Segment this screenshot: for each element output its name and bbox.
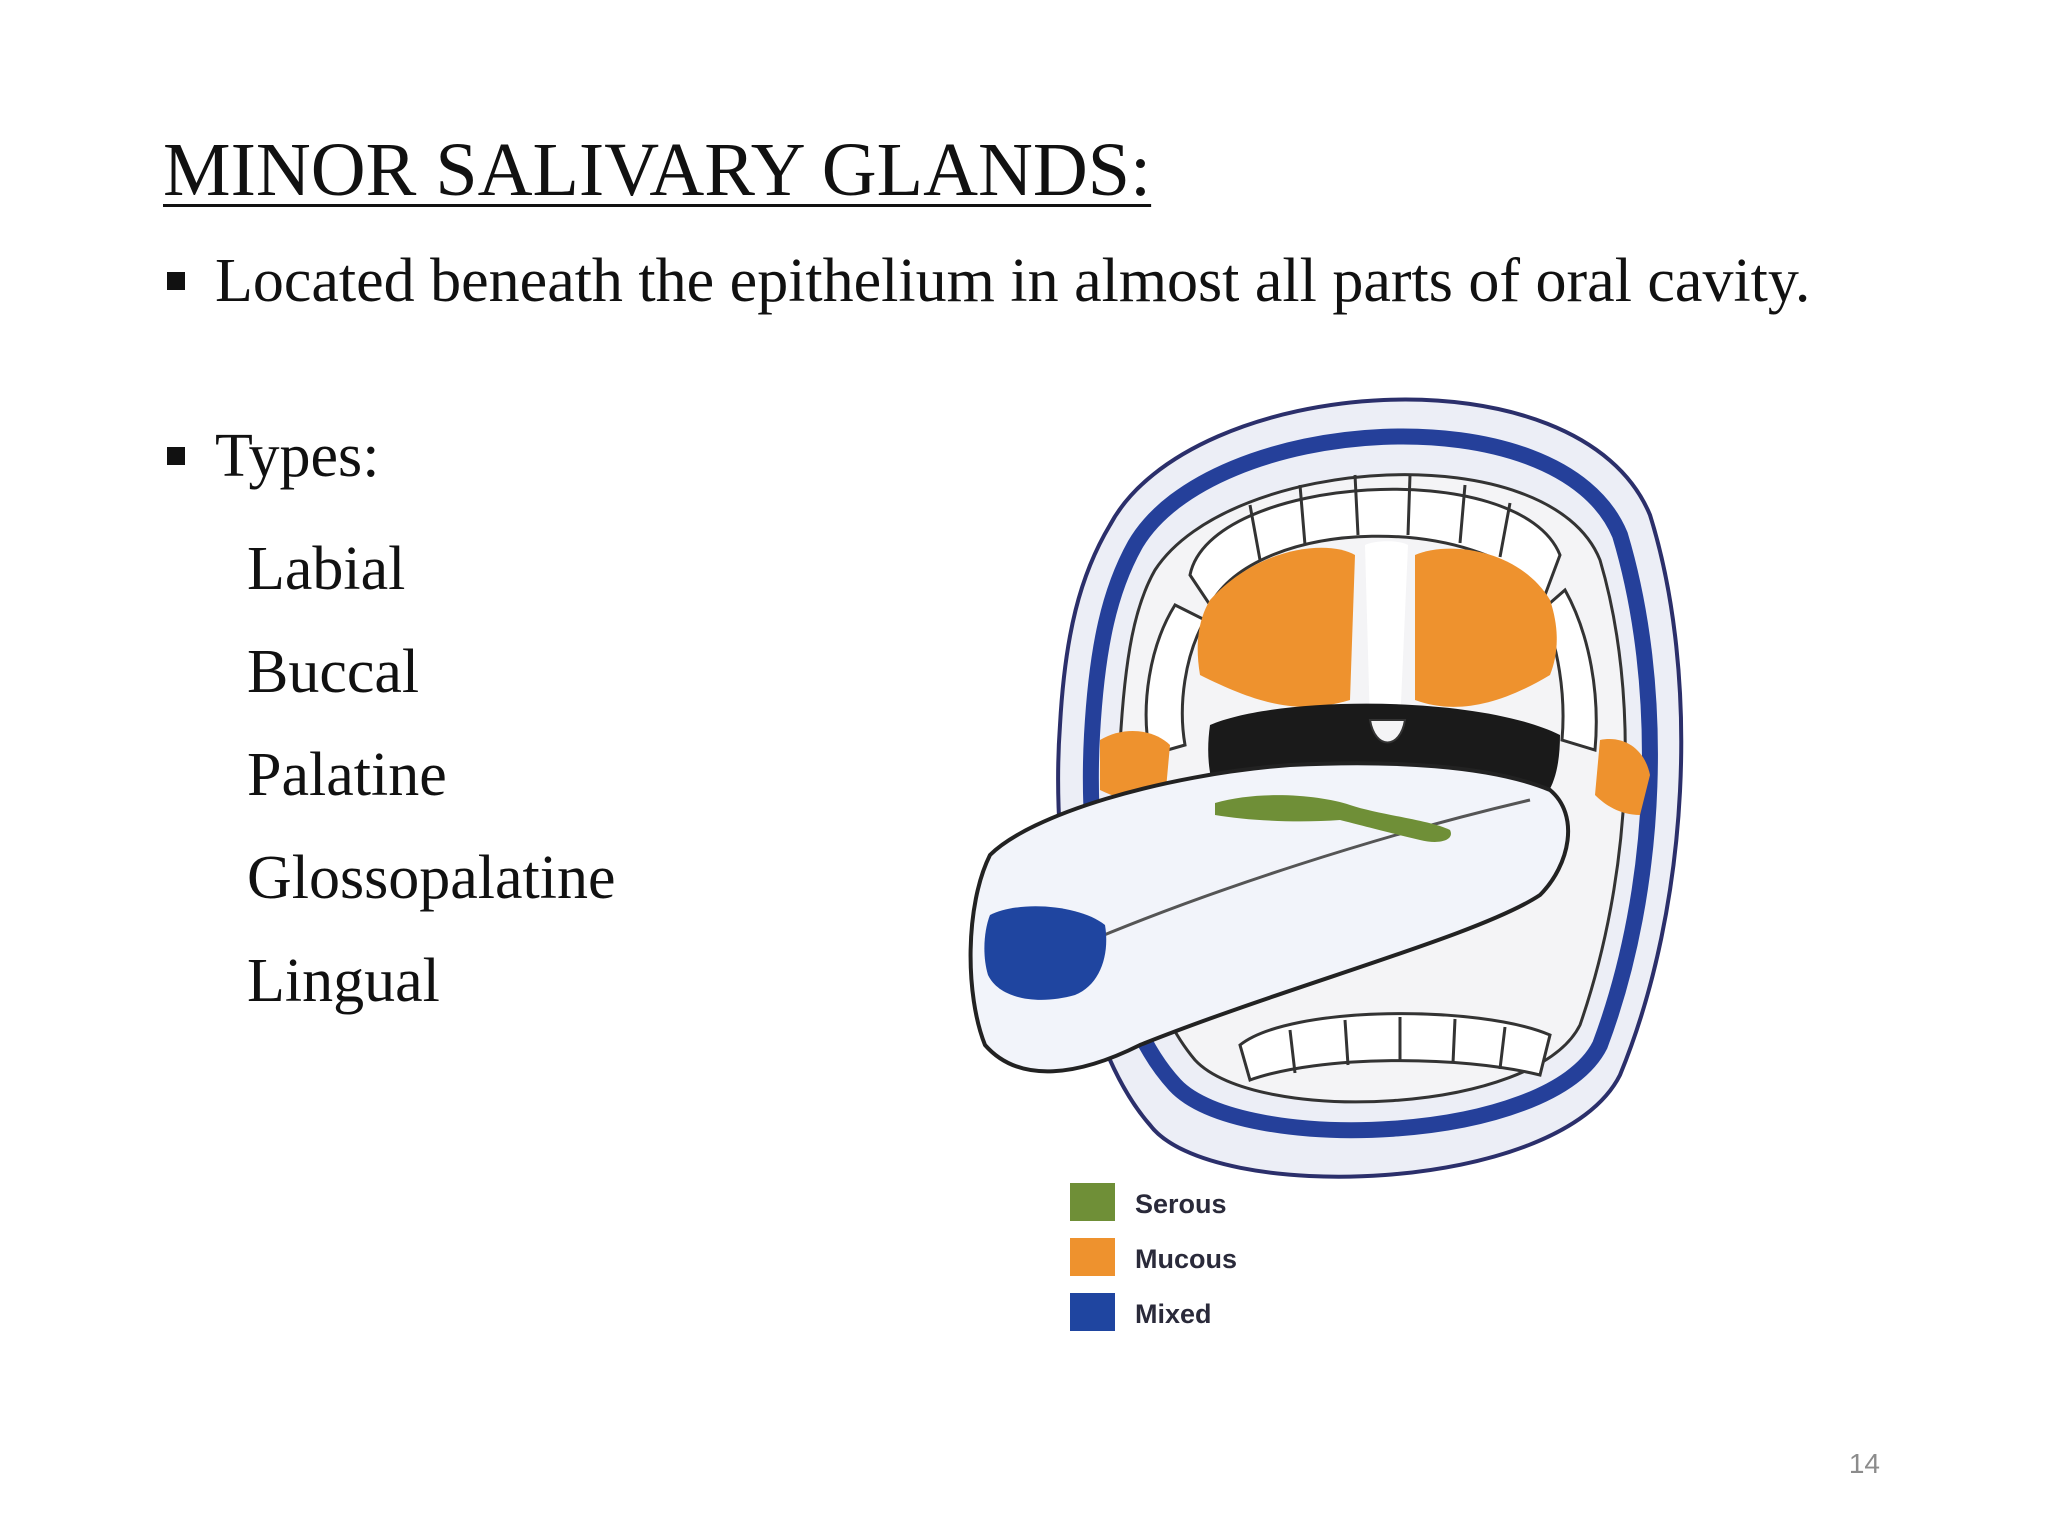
bullet-location <box>163 245 1883 317</box>
legend-label-serous: Serous <box>1135 1189 1227 1219</box>
lingual-mixed-glands <box>984 906 1106 1000</box>
legend-swatch-mucous <box>1070 1238 1115 1276</box>
type-palatine: Palatine <box>247 741 447 809</box>
square-bullet-icon <box>167 272 185 290</box>
square-bullet-icon <box>167 447 185 465</box>
page-number: 14 <box>1848 1448 1880 1479</box>
legend-label-mucous: Mucous <box>1135 1244 1238 1274</box>
legend-swatch-mixed <box>1070 1293 1115 1331</box>
bullet-types-text: Types: <box>215 422 380 490</box>
type-glossopalatine: Glossopalatine <box>247 844 616 912</box>
bullet-location-text: Located beneath the epithelium in almost all parts of oral cavity. <box>215 247 1811 315</box>
legend-label-mixed: Mixed <box>1135 1299 1212 1329</box>
slide-title: MINOR SALIVARY GLANDS: <box>163 128 1152 212</box>
legend-swatch-serous <box>1070 1183 1115 1221</box>
open-mouth-drawing <box>971 400 1682 1177</box>
bullet-types <box>163 420 763 492</box>
type-labial: Labial <box>247 535 406 603</box>
gland-legend <box>1070 1183 1237 1331</box>
gland-types-list <box>247 518 616 1033</box>
type-lingual: Lingual <box>247 947 440 1015</box>
type-buccal: Buccal <box>247 638 420 706</box>
oral-cavity-illustration <box>960 345 1760 1350</box>
